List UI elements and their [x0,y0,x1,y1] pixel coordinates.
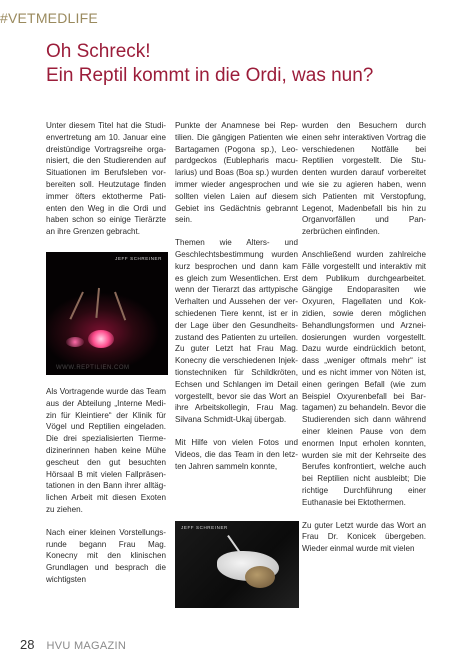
claw-shape [114,292,126,321]
paragraph: Unter diesem Titel hat die Studienvertretung am 10. Januar eine dreistündige Vortragsreihe organisiert, die den Studierenden auf Situationen im Berufsleben vorbereiten soll. Heutzutage finden immer öfters ektotherme Patienten den Weg in die Ordi und haben schon so einige Tierärzte an ihre Grenzen gebracht. [46,121,166,237]
paragraph: Als Vortragende wurde das Team aus der Abteilung „Interne Medizin für Kleintiere“ der Klinik für Vögel und Reptilien eingeladen. Die drei spezialisierten Tiermedizinerinnen haben keine Mühe gescheut den gut besuchten Hörsaal B mit vielen Fallpräsentationen in den Bann ihrer alltäglichen Arbeit mit diesen Exoten zu ziehen. [46,387,166,514]
glow-shape [88,330,114,348]
paragraph: Punkte der Anamnese bei Reptilien. Die gängigen Patienten wie Bartagamen (Pogona sp.), Leopardgeckos (Eublepharis macularius) und Boas (Boa sp.) wurden immer wieder angesprochen und sollten vielen Laien auf diesem Gebiet ins Gedächtnis gebrannt sein. [175,121,298,225]
injection-photo [175,521,299,608]
paragraph: Mit Hilfe von vielen Fotos und Videos, die das Team in den letzten Jahren sammeln konnte, [175,437,298,471]
page-number: 28 [20,637,35,652]
article-column-1 [46,120,166,249]
paragraph: Nach einer kleinen Vorstellungsrunde begann Frau Mag. Konecny mit den klinischen Grundlagen und besprach die wichtigsten [46,527,166,584]
article-title [46,40,446,88]
paragraph: Themen wie Alters- und Geschlechtsbestimmung wurden kurz besprochen und dann kam es gleich zum Wesentlichen. Erst wenn der Tierarzt das arttypische Verhalten und Aussehen der verschiedenen Tiere kennt, ist er in der Lage über den Gesundheitszustand des Patienten zu urteilen. Zu guter Letzt hat Frau Mag. Konecny die verschiedenen Injektionstechniken für Schildkröten, Echsen und Schlangen im Detail vorgestellt, bevor sie das Wort an ihre Arbeitskollegin, Frau Mag. Silvana Schmidt-Ukaj übergab. [175,238,298,425]
article-column-1-continued [46,386,166,597]
claw-shape [69,292,83,320]
title-line-1: Oh Schreck! [46,41,151,62]
paragraph: Zu guter Letzt wurde das Wort an Frau Dr. Konicek übergeben. Wieder einmal wurde mit vielen [302,520,426,554]
photo-watermark: WWW.REPTILIEN.COM [56,365,130,371]
claw-shape [95,288,100,318]
photo-credit: JEFF SCHREINER [181,525,228,530]
reptile-shape [245,566,275,588]
article-column-3 [302,120,426,566]
glow-shape [66,337,84,347]
title-line-2: Ein Reptil kommt in die Ordi, was nun? [46,65,374,86]
reptile-photo [46,252,168,375]
photo-credit: JEFF SCHREINER [115,256,162,261]
paragraph: wurden den Besuchern durch einen sehr interaktiven Vortrag die verschiedenen Notfälle bei Reptilien vorgestellt. Die Studenten wurden darauf vorbereitet wie sie zu agieren haben, wenn sich Patienten mit Verstopfung, Legenot, Madenbefall bis hin zu Organvorfällen und Panzerbrüchen einfinden. [302,121,426,237]
page-footer [20,637,126,652]
article-column-2 [175,120,298,483]
magazine-name: HVU MAGAZIN [46,640,127,652]
paragraph: Anschließend wurden zahlreiche Fälle vorgestellt und interaktiv mit dem Publikum durchgearbeitet. Gängige Endoparasiten wie Oxyuren, Flagellaten und Kokzidien, sowie deren möglichen Behandlungsformen und Arzneidosierungen wurden vorgestellt. Dazu wurde eindrücklich betont, dass „weniger oftmals mehr“ ist und es nicht immer von Nöten ist, einen geringen Befall (wie zum Beispiel Oxyurenbefall bei Bartagamen) zu behandeln. Bevor die Studierenden sich dann während einer kleinen Pause von dem enormen Input erholen konnten, wurden sie mit der Kehrseite des Berufes konfrontiert, welche auch bei Reptilien nicht ausbleibt; Die richtige Durchführung einer Euthanasie bei Ektothermen. [302,249,426,507]
section-tag: #VETMEDLIFE [0,10,98,26]
